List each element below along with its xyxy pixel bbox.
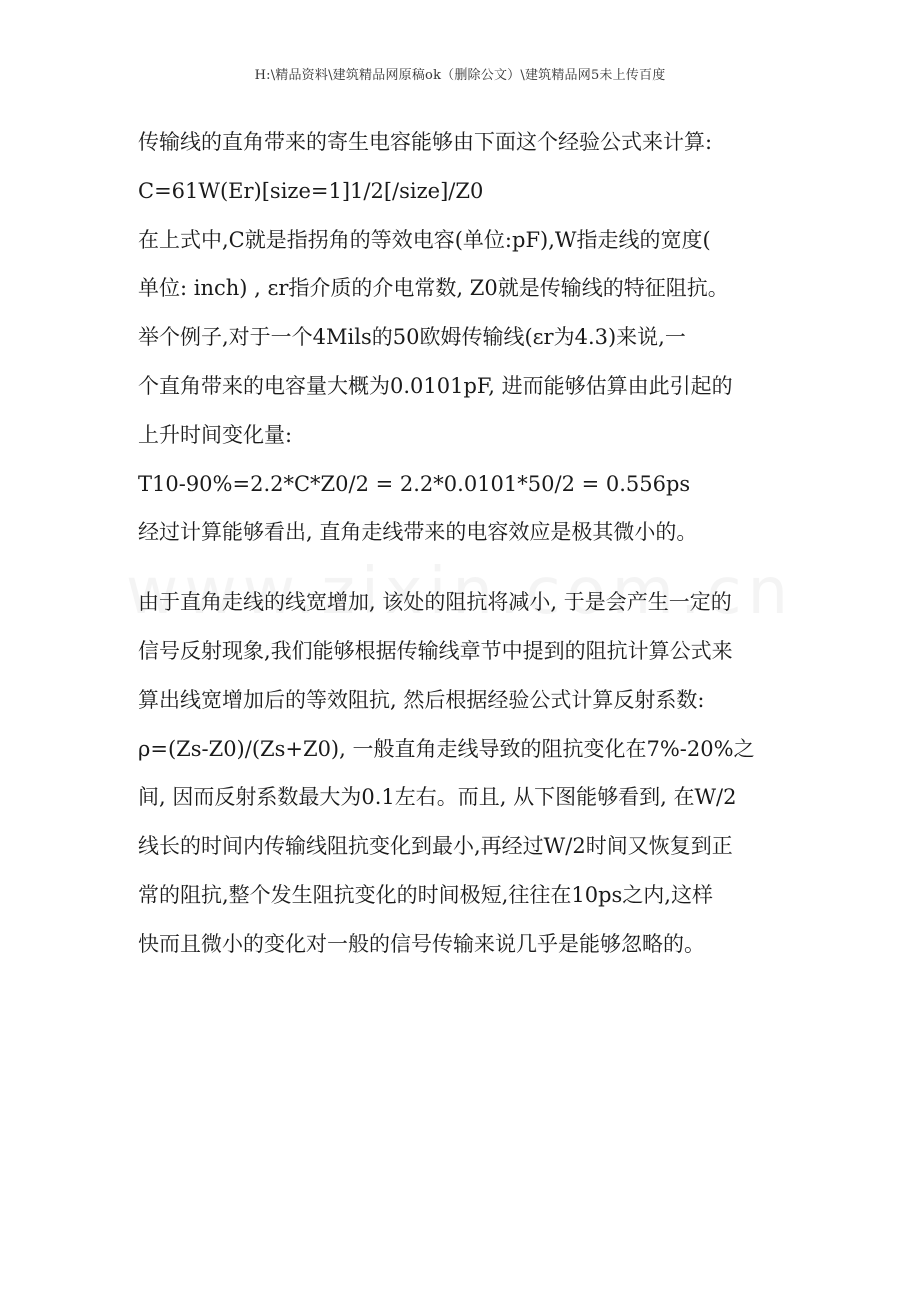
text-line: 线长的时间内传输线阻抗变化到最小,再经过W/2时间又恢复到正 [138, 834, 733, 859]
document-body [138, 118, 810, 969]
formula-line: C=61W(Er)[size=1]1/2[/size]/Z0 [138, 178, 484, 203]
text-line: 上升时间变化量: [138, 422, 293, 447]
text-line: 单位: inch) , εr指介质的介电常数, Z0就是传输线的特征阻抗。 [138, 276, 729, 301]
text-line: 在上式中,C就是指拐角的等效电容(单位:pF),W指走线的宽度( [138, 227, 711, 252]
text-line: 算出线宽增加后的等效阻抗, 然后根据经验公式计算反射系数: [138, 687, 705, 712]
text-line: 经过计算能够看出, 直角走线带来的电容效应是极其微小的。 [138, 520, 698, 545]
text-line: 常的阻抗,整个发生阻抗变化的时间极短,往往在10ps之内,这样 [138, 882, 713, 907]
text-line: 信号反射现象,我们能够根据传输线章节中提到的阻抗计算公式来 [138, 638, 733, 663]
paragraph-capacitance [138, 118, 810, 557]
paragraph-gap [138, 557, 810, 578]
formula-line: T10-90%=2.2*C*Z0/2 = 2.2*0.0101*50/2 = 0.556ps [138, 471, 691, 496]
text-line: 个直角带来的电容量大概为0.0101pF, 进而能够估算由此引起的 [138, 373, 733, 398]
file-path-header: H:\精品资料\建筑精品网原稿ok（删除公文）\建筑精品网5未上传百度 [254, 68, 666, 83]
text-line: 间, 因而反射系数最大为0.1左右。而且, 从下图能够看到, 在W/2 [138, 785, 737, 810]
text-line: 由于直角走线的线宽增加, 该处的阻抗将减小, 于是会产生一定的 [138, 590, 732, 615]
text-line: 传输线的直角带来的寄生电容能够由下面这个经验公式来计算: [138, 130, 713, 154]
formula-line: ρ=(Zs-Z0)/(Zs+Z0), 一般直角走线导致的阻抗变化在7%-20%之 [138, 736, 755, 761]
text-line: 举个例子,对于一个4Mils的50欧姆传输线(εr为4.3)来说,一 [138, 325, 686, 350]
paragraph-reflection [138, 578, 810, 968]
text-line: 快而且微小的变化对一般的信号传输来说几乎是能够忽略的。 [138, 931, 705, 956]
